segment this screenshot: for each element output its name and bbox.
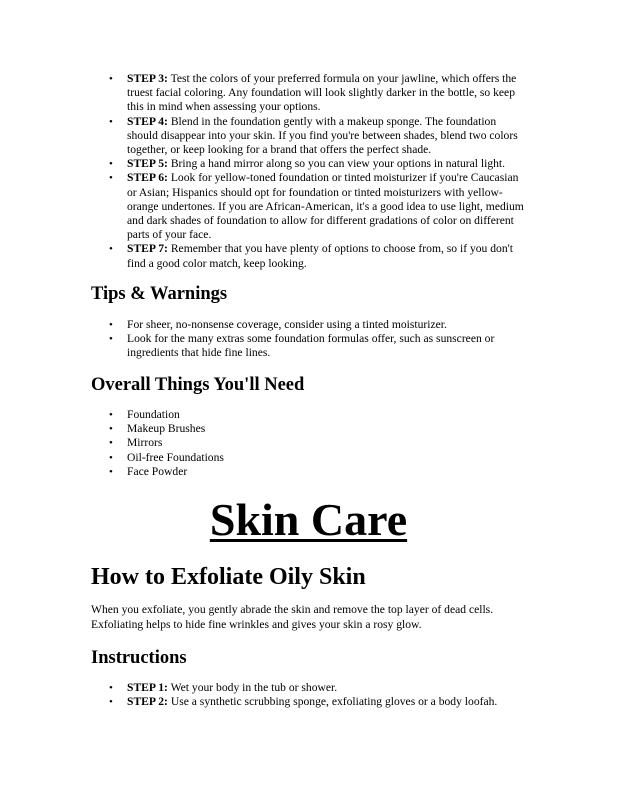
bullet-icon: •	[109, 409, 113, 421]
bullet-icon: •	[109, 243, 113, 256]
step-label: STEP 1:	[127, 681, 168, 694]
step-label: STEP 6:	[127, 171, 168, 185]
step-label: STEP 7:	[127, 242, 168, 256]
tip-text: For sheer, no-nonsense coverage, consider using a tinted moisturizer.	[127, 318, 447, 331]
bullet-icon: •	[109, 172, 113, 185]
bullet-icon: •	[109, 451, 113, 464]
need-item-text: Oil-free Foundations	[127, 450, 224, 464]
step-label: STEP 5:	[127, 157, 168, 171]
need-item-text: Face Powder	[127, 464, 188, 478]
need-item-text: Mirrors	[127, 436, 163, 450]
bullet-icon: •	[109, 437, 113, 450]
bullet-icon: •	[109, 115, 113, 128]
tips-heading: Tips & Warnings	[91, 284, 228, 304]
list-item	[0, 451, 617, 465]
list-item	[0, 115, 617, 158]
step-text: Bring a hand mirror along so you can view your options in natural light.	[170, 157, 506, 171]
list-item	[0, 171, 617, 242]
step-text: Use a synthetic scrubbing sponge, exfoliating gloves or a body loofah.	[170, 695, 498, 709]
step-text: Blend in the foundation gently with a makeup sponge. The foundation should disappear into your skin. If you find you're between shades, blend two colors together, or keep looking for a brand that offers the perfect shade.	[127, 114, 518, 157]
list-item	[0, 408, 617, 422]
list-item	[0, 72, 617, 115]
steps-list-foundation	[0, 72, 617, 271]
step-text: Wet your body in the tub or shower.	[170, 681, 338, 694]
tips-list	[0, 318, 617, 361]
bullet-icon: •	[109, 333, 113, 346]
bullet-icon: •	[109, 158, 113, 171]
step-text: Test the colors of your preferred formula on your jawline, which offers the truest facial coloring. Any foundation will look slightly darker in the bottle, so keep this in mind when assessing your options.	[127, 72, 517, 114]
list-item	[0, 242, 617, 270]
step-label: STEP 2:	[127, 695, 168, 709]
needs-heading: Overall Things You'll Need	[91, 375, 305, 395]
list-item	[0, 157, 617, 171]
list-item	[0, 332, 617, 360]
bullet-icon: •	[109, 319, 113, 331]
list-item	[0, 681, 617, 695]
article-intro: When you exfoliate, you gently abrade the skin and remove the top layer of dead cells. Exfoliating helps to hide fine wrinkles and gives your skin a rosy glow.	[91, 603, 494, 631]
step-label: STEP 4:	[127, 114, 168, 128]
bullet-icon: •	[109, 465, 113, 478]
section-title: Skin Care	[209, 494, 408, 545]
step-text: Remember that you have plenty of options to choose from, so if you don't find a good color match, keep looking.	[127, 242, 513, 270]
instructions-heading: Instructions	[91, 648, 187, 668]
bullet-icon: •	[109, 696, 113, 709]
need-item-text: Makeup Brushes	[127, 422, 206, 436]
list-item	[0, 422, 617, 436]
list-item	[0, 465, 617, 479]
bullet-icon: •	[109, 73, 113, 85]
list-item	[0, 695, 617, 709]
steps-list-exfoliate	[0, 681, 617, 709]
article-title: How to Exfoliate Oily Skin	[91, 564, 366, 590]
bullet-icon: •	[109, 682, 113, 694]
need-item-text: Foundation	[127, 408, 180, 421]
tip-text: Look for the many extras some foundation formulas offer, such as sunscreen or ingredients that hide fine lines.	[127, 332, 495, 360]
bullet-icon: •	[109, 423, 113, 436]
needs-list	[0, 408, 617, 479]
list-item	[0, 436, 617, 450]
list-item	[0, 318, 617, 332]
step-label: STEP 3:	[127, 72, 168, 85]
step-text: Look for yellow-toned foundation or tinted moisturizer if you're Caucasian or Asian; Hispanics should opt for foundation or tinted moisturizers with yellow-orange undertones. If you are African-American, it's a good idea to use light, medium and dark shades of foundation to allow for different gradations of color on different parts of your face.	[127, 171, 524, 242]
